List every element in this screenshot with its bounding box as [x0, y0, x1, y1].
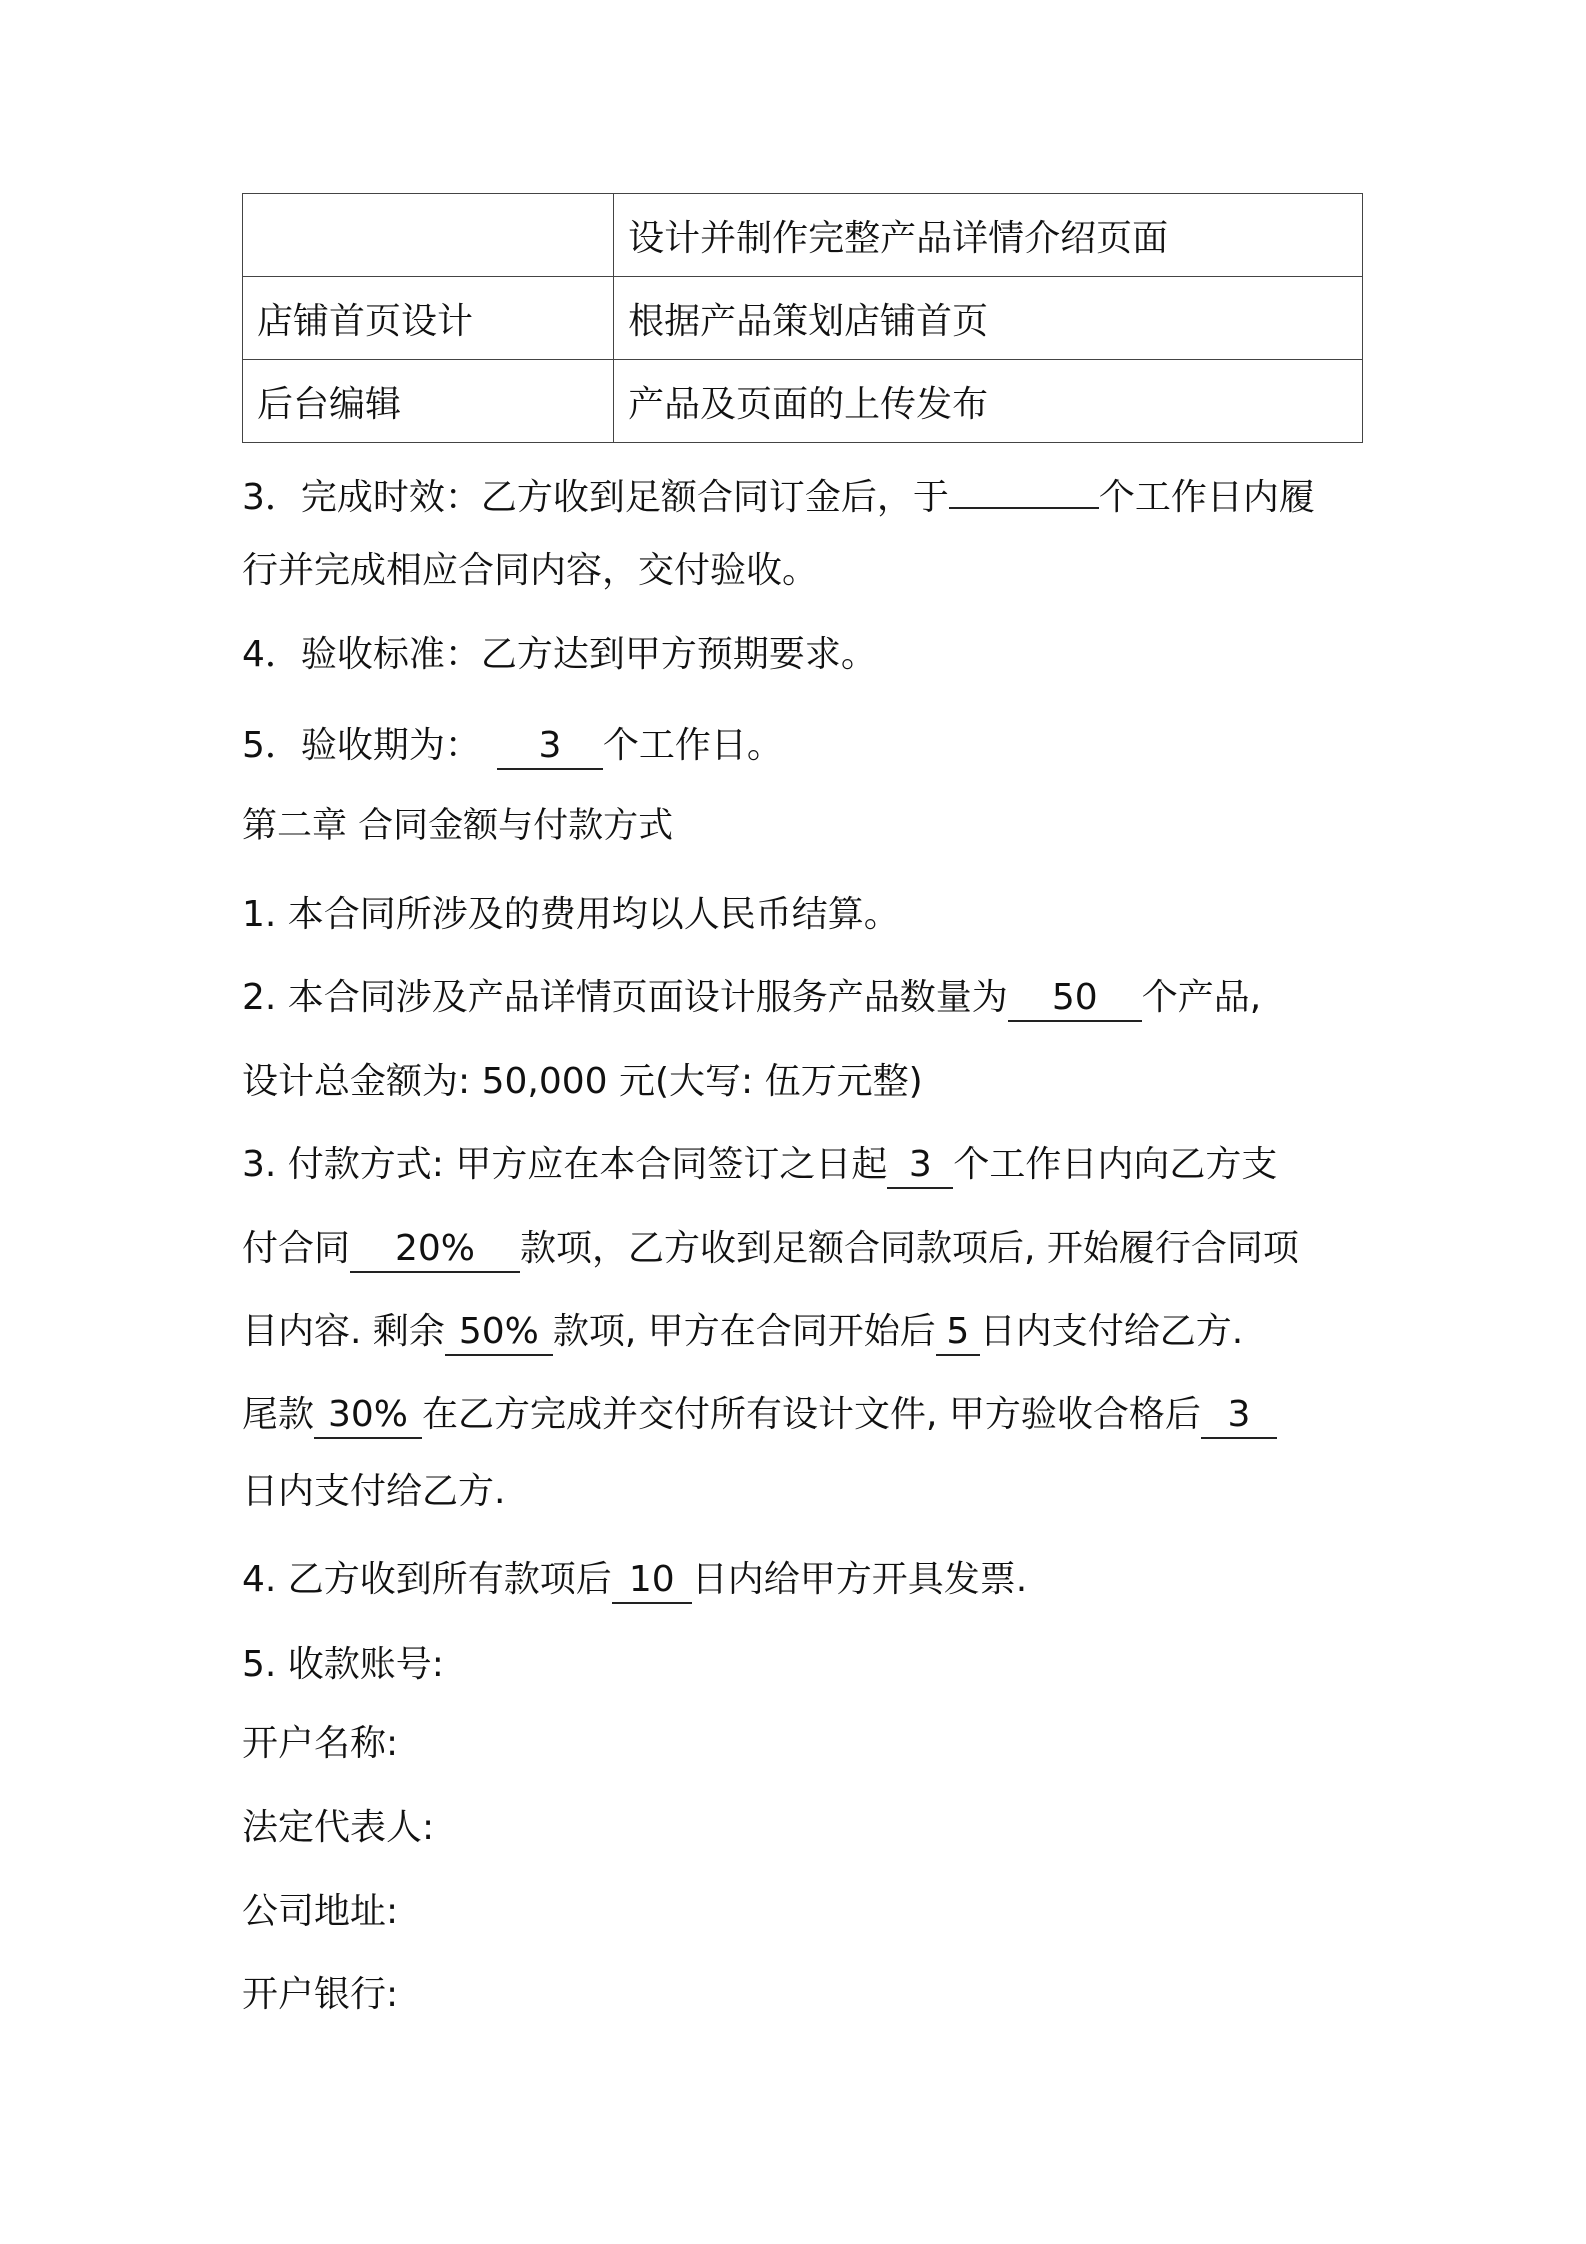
table-row: [243, 360, 1363, 443]
paragraph-3-line-3: [242, 1310, 1243, 1356]
clause-text: 日内支付给乙方.: [979, 1311, 1244, 1352]
clause-3-line-1: [242, 465, 1315, 520]
clause-text: 行并完成相应合同内容，交付验收。: [242, 550, 819, 591]
clause-text: 付合同: [242, 1228, 351, 1269]
fill-blank: 10: [612, 1560, 692, 1604]
fill-blank: 30%: [314, 1395, 422, 1439]
table-cell-content: 根据产品策划店铺首页: [614, 277, 1363, 360]
paragraph-3-line-5: 日内支付给乙方.: [242, 1471, 506, 1512]
clause-text: 款项，乙方收到足额合同款项后, 开始履行合同项: [520, 1228, 1299, 1269]
account-name-label: 开户名称:: [242, 1723, 399, 1764]
fill-blank: 3: [1201, 1395, 1277, 1439]
clause-4: 4．验收标准：乙方达到甲方预期要求。: [242, 634, 877, 675]
table-cell-item: 后台编辑: [243, 360, 614, 443]
fill-blank: 20%: [350, 1229, 520, 1273]
paragraph-1: 1. 本合同所涉及的费用均以人民币结算。: [242, 894, 900, 935]
clause-text: 5．验收期为：: [242, 725, 481, 766]
clause-text: 3．完成时效：乙方收到足额合同订金后，于: [242, 477, 949, 518]
clause-text: 3. 付款方式: 甲方应在本合同签订之日起: [242, 1144, 888, 1185]
fill-blank: 50%: [445, 1312, 553, 1356]
fill-blank: 50: [1008, 978, 1142, 1022]
paragraph-3-line-1: [242, 1143, 1277, 1189]
clause-text: 目内容. 剩余: [242, 1311, 445, 1352]
paragraph-2-line-1: [242, 976, 1261, 1022]
fill-blank: [949, 465, 1099, 509]
clause-text: 个工作日。: [602, 725, 783, 766]
table-cell-item: [243, 194, 614, 277]
clause-text: 个产品,: [1141, 977, 1262, 1018]
clause-text: 4. 乙方收到所有款项后: [242, 1559, 612, 1600]
table-row: [243, 277, 1363, 360]
clause-text: 个工作日内向乙方支: [953, 1144, 1278, 1185]
legal-rep-label: 法定代表人:: [242, 1807, 435, 1848]
paragraph-3-line-4: [242, 1393, 1277, 1439]
clause-3-line-2: [242, 549, 818, 593]
clause-text: 款项, 甲方在合同开始后: [552, 1311, 936, 1352]
fill-blank: 5: [936, 1312, 980, 1356]
clause-text: 尾款: [242, 1394, 315, 1435]
paragraph-4: [242, 1558, 1027, 1604]
bank-label: 开户银行:: [242, 1974, 399, 2015]
chapter-heading: 第二章 合同金额与付款方式: [242, 806, 674, 846]
clause-text: 在乙方完成并交付所有设计文件, 甲方验收合格后: [422, 1394, 1201, 1435]
clause-text: 个工作日内履: [1098, 477, 1315, 518]
service-table: [242, 193, 1363, 443]
fill-blank: 3: [497, 726, 603, 770]
fill-blank: 3: [887, 1145, 953, 1189]
table-cell-item: 店铺首页设计: [243, 277, 614, 360]
paragraph-5: 5. 收款账号:: [242, 1644, 444, 1685]
paragraph-2-line-2: 设计总金额为: 50,000 元(大写: 伍万元整): [242, 1061, 923, 1102]
table-cell-content: 产品及页面的上传发布: [614, 360, 1363, 443]
clause-text: 2. 本合同涉及产品详情页面设计服务产品数量为: [242, 977, 1008, 1018]
clause-5: [242, 724, 783, 770]
table-row: [243, 194, 1363, 277]
table-cell-content: 设计并制作完整产品详情介绍页面: [614, 194, 1363, 277]
clause-text: 日内给甲方开具发票.: [691, 1559, 1028, 1600]
company-address-label: 公司地址:: [242, 1891, 399, 1932]
paragraph-3-line-2: [242, 1227, 1299, 1273]
